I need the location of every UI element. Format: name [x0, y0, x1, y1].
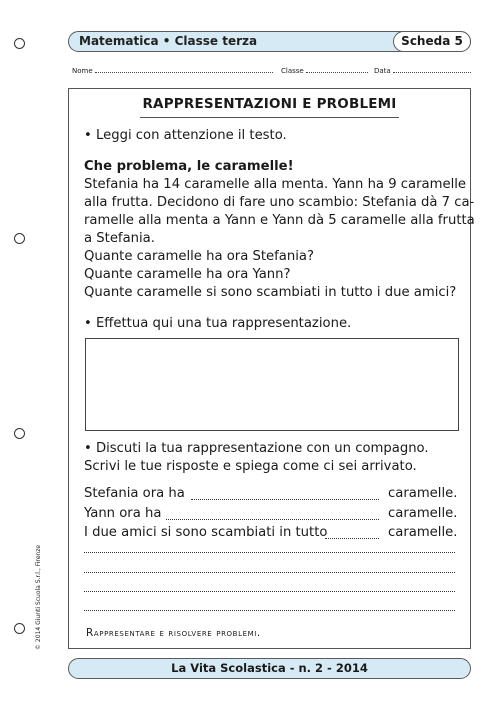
answer-stefania-blank[interactable] — [191, 489, 379, 500]
binder-hole — [14, 623, 25, 634]
publication-label: La Vita Scolastica - n. 2 - 2014 — [171, 661, 368, 675]
unit-label: caramelle. — [388, 525, 458, 540]
unit-label: caramelle. — [388, 506, 458, 521]
answer-scambio-label: I due amici si sono scambiati in tutto — [84, 525, 328, 540]
instruction-read: • Leggi con attenzione il testo. — [84, 128, 287, 143]
answer-yann-label: Yann ora ha — [84, 506, 162, 521]
question-line: Quante caramelle ha ora Stefania? — [84, 249, 314, 264]
objective-text: Rappresentare e risolvere problemi. — [86, 627, 261, 639]
drawing-area[interactable] — [85, 338, 459, 431]
problem-line: Stefania ha 14 caramelle alla menta. Yann ha 9 caramelle — [84, 177, 467, 192]
problem-line: ramelle alla menta a Yann e Yann dà 5 caramelle alla frutta — [84, 213, 475, 228]
header-bar — [68, 31, 471, 52]
binder-hole — [14, 38, 25, 49]
problem-line: a Stefania. — [84, 231, 155, 246]
scheda-badge: Scheda 5 — [393, 31, 471, 52]
title-underline — [140, 117, 399, 118]
objective-note — [86, 627, 261, 639]
answer-yann-blank[interactable] — [166, 509, 379, 520]
question-line: Quante caramelle ha ora Yann? — [84, 267, 291, 282]
instruction-represent: • Effettua qui una tua rappresentazione. — [84, 316, 352, 331]
name-field[interactable] — [72, 66, 273, 75]
subject-label: Matematica • Classe terza — [79, 34, 258, 48]
instruction-explain: Scrivi le tue risposte e spiega come ci sei arrivato. — [84, 459, 417, 474]
binder-hole — [14, 428, 25, 439]
footer-bar — [68, 658, 471, 679]
unit-label: caramelle. — [388, 486, 458, 501]
class-label: Classe — [281, 67, 304, 75]
page-title: RAPPRESENTAZIONI E PROBLEMI — [142, 96, 397, 112]
answer-scambio-blank[interactable] — [325, 528, 379, 539]
instruction-discuss: • Discuti la tua rappresentazione con un compagno. — [84, 441, 429, 456]
explanation-line[interactable] — [84, 571, 455, 573]
explanation-line[interactable] — [84, 609, 455, 611]
explanation-line[interactable] — [84, 551, 455, 553]
date-field[interactable] — [374, 66, 471, 75]
name-label: Nome — [72, 67, 93, 75]
answer-stefania-label: Stefania ora ha — [84, 486, 185, 501]
binder-hole — [14, 233, 25, 244]
problem-title: Che problema, le caramelle! — [84, 159, 294, 174]
question-line: Quante caramelle si sono scambiati in tutto i due amici? — [84, 285, 457, 300]
date-label: Data — [374, 67, 391, 75]
problem-line: alla frutta. Decidono di fare uno scambio: Stefania dà 7 ca- — [84, 195, 475, 210]
explanation-line[interactable] — [84, 590, 455, 592]
class-field[interactable] — [281, 66, 368, 75]
copyright-notice: © 2014 Giunti Scuola S.r.l., Firenze — [35, 544, 42, 650]
